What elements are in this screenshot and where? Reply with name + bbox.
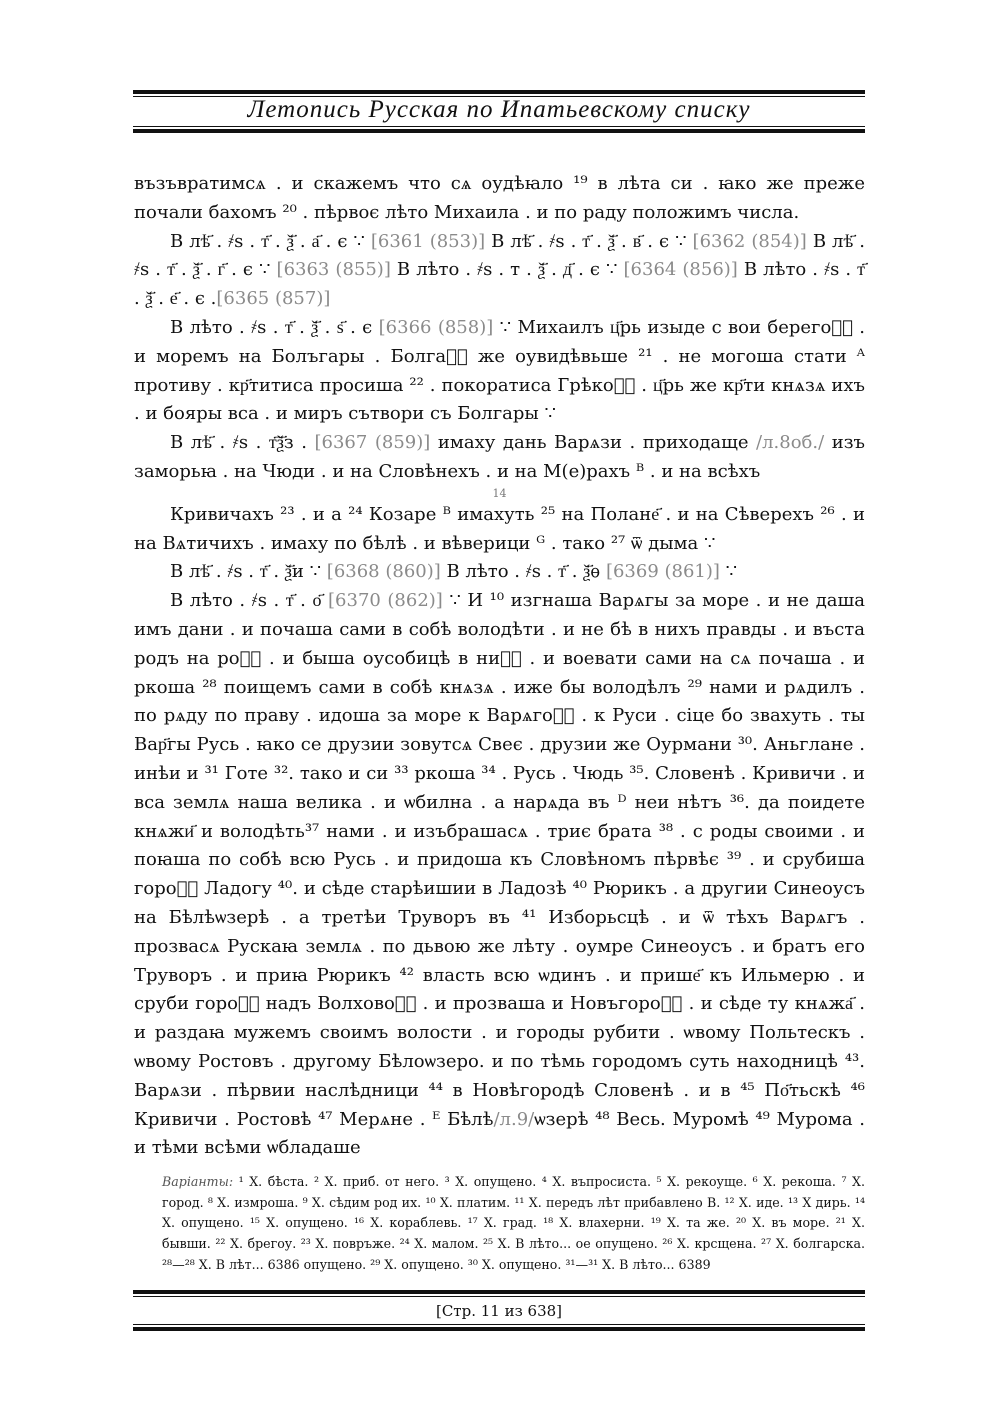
page-marker: 14 <box>492 486 507 500</box>
year-ref: [6365 (857)] <box>216 288 331 310</box>
year-ref: [6367 (859)] <box>314 432 431 454</box>
paragraph-6 <box>134 558 865 587</box>
year-ref: [6369 (861)] <box>605 561 720 583</box>
year-ref: [6361 (853)] <box>370 230 486 252</box>
year-ref: [6363 (855)] <box>276 259 391 281</box>
year-entry: В лѣто . ҂ѕ . т҃ . ѯ҃ . ѕ҃ . є <box>170 316 373 338</box>
year-entry: В лѣ҃ . ҂ѕ . т҃ . ѯ҃ . г҃ . є ∵ <box>134 230 865 281</box>
variants-footnotes <box>162 1172 865 1276</box>
year-entry: В лѣ҃ . ҂ѕ . т҃ . ѯ҃и ∵ <box>170 561 322 583</box>
folio-mark: /л.8об./ <box>756 432 825 454</box>
paragraph-text: ∵ Михаилъ ц҃рь изыде с вои берегоⷨ҇ . и моремъ на Болъгары . Болгаⷬ҇ же оувидѣвьше ²¹ . не могоша стати ᴬ противу . кр҃титиса просиша ²² . покоратиса Грѣкоⷨ҇ . ц҃рь же кр҃ти кнѧзѧ ихъ . и бояры вса . и миръ сътвори съ Болгары ∵ <box>134 316 865 425</box>
year-ref: [6364 (856)] <box>623 259 738 281</box>
paragraph-1: възъвратимсѧ . и скажемъ что сѧ оудѣꙗло ¹⁹ в лѣта си . ꙗко же преже почали бахомъ ²⁰ . пѣрвоє лѣто Михаила . и по раду положимъ числа. <box>134 173 865 223</box>
footer-bottom-rule <box>133 1327 865 1331</box>
year-entry: В лѣто . ҂ѕ . т҃ . ѯ҃ѳ <box>446 561 601 583</box>
variants-text: ¹ Х. бѣста. ² Х. приб. от него. ³ Х. опущено. ⁴ Х. въпросиста. ⁵ Х. рекоуще. ⁶ Х. рекоша. ⁷ Х. город. ⁸ Х. измроша. ⁹ Х. сѣдим род их. ¹⁰ Х. платим. ¹¹ Х. передъ лѣт прибавлено В. ¹² Х. иде. ¹³ Х дирь. ¹⁴ Х. опущено. ¹⁵ Х. опущено. ¹⁶ Х. кораблевь. ¹⁷ Х. град. ¹⁸ Х. влахерни. ¹⁹ Х. та же. ²⁰ Х. въ море. ²¹ Х. бывши. ²² Х. брегоу. ²³ Х. повръже. ²⁴ Х. малом. ²⁵ Х. В лѣто... ое опущено. ²⁶ Х. крсщена. ²⁷ Х. болгарска. ²⁸—²⁸ Х. В лѣт... 6386 опущено. ²⁹ Х. опущено. ³⁰ Х. опущено. ³¹—³¹ Х. В лѣто... 6389 <box>162 1174 865 1272</box>
header-bottom-rule <box>133 129 865 133</box>
year-entry: В лѣ҃ . ҂ѕ . т҃ . ѯ҃ . а҃ . є ∵ <box>170 230 365 252</box>
footer-top-rule <box>133 1290 865 1294</box>
year-ref: [6362 (854)] <box>692 230 807 252</box>
header-top-rule <box>133 90 865 94</box>
footer-top-thin-rule <box>133 1296 865 1297</box>
page-header-title: Летопись Русская по Ипатьевскому списку <box>247 96 751 123</box>
paragraph-4 <box>134 429 865 487</box>
paragraph-3 <box>134 314 865 429</box>
year-entry: В лѣто . ҂ѕ . т҃ . ѯ҃ . е҃ . є . <box>134 259 866 310</box>
chronicle-text <box>134 170 865 1163</box>
year-entry: В лѣто . ҂ѕ . т҃ . о҃ <box>170 590 322 612</box>
page-number: [Стр. 11 из 638] <box>435 1302 563 1320</box>
paragraph-text: ѡзерѣ ⁴⁸ Весь. Муромѣ ⁴⁹ Мурома . и тѣми всѣми ѡбладаше <box>134 1108 866 1159</box>
paragraph-5: Кривичахъ ²³ . и а ²⁴ Козаре ᴮ имахуть ²⁵ на Полане҃ . и на Сѣверехъ ²⁶ . и на Вѧтичихъ . имаху по бѣлѣ . и вѣверици ᴳ . тако ²⁷ ѿ дыма ∵ <box>134 503 865 554</box>
paragraph-text: имаху дань Варѧзи . приходаще <box>430 432 757 454</box>
variants-label: Варіанты: <box>162 1174 234 1189</box>
paragraph-text: ∵ И ¹⁰ изгнаша Варѧгы за море . и не даша имъ дани . и почаша сами в собѣ володѣти . и не бѣ в нихъ правды . и въста родъ на роⷣ҇ . и быша оусобицѣ в ниⷯ҇ . и воевати сами на сѧ почаша . и ркоша ²⁸ поищемъ сами в собѣ кнѧзѧ . иже бы володѣлъ ²⁹ нами и рѧдилъ . по рѧду по праву . идоша за море к Варѧгоⷨ҇ . к Руси . сіце бо звахуть . ты Вар҃гы Русь . ꙗко се друзии зовутсѧ Свеє . друзии же Оурмани ³⁰. Аньглане . инѣи и ³¹ Готе ³². тако и си ³³ ркоша ³⁴ . Русь . Чюдь ³⁵. Словенѣ . Кривичи . и вса землѧ наша велика . и ѡбилна . а нарѧда въ ᴰ неи нѣтъ ³⁶. да поидете кнѧжи҃ и володѣть³⁷ нами . и изъбрашасѧ . триє брата ³⁸ . с роды своими . и поꙗша по собѣ всю Русь . и придоша къ Словѣномъ пѣрвѣє ³⁹ . и срубиша гороⷣ҇ Ладогу ⁴⁰. и сѣде старѣишии в Ладозѣ ⁴⁰ Рюрикъ . а другии Синеоусъ на Бѣлѣѡзерѣ . а третѣи Труворъ въ ⁴¹ Изборьсцѣ . и ѿ тѣхъ Варѧгъ . прозвасѧ Рускаꙗ землѧ . по дьвою же лѣту . оумре Синеоусъ . и братъ его Труворъ . и приꙗ Рюрикъ ⁴² власть всю ѡдинъ . и прише҃ къ Ильмерю . и сруби гороⷣ҇ надъ Волховоⷨ҇ . и прозваша и Новъгороⷣ҇ . и сѣде ту кнѧжа҃ . и раздаꙗ мужемъ своимъ волости . и городы рубити . ѡвому Польтескъ . ѡвому Ростовъ . другому Бѣлоѡзеро. и по тѣмь городомъ суть находницѣ ⁴³. Варѧзи . пѣрвии наслѣдници ⁴⁴ в Новѣгородѣ Словенѣ . и в ⁴⁵ По҃тьскѣ ⁴⁶ Кривичи . Ростовѣ ⁴⁷ Мерѧне . ᴱ Бѣлѣ <box>134 590 865 1130</box>
folio-mark: /л.9/ <box>493 1108 535 1130</box>
separator: ∵ <box>725 561 738 583</box>
footer-bottom-thin-rule <box>133 1324 865 1325</box>
year-entry: В лѣ҃ . ҂ѕ . т҃ѯ҃з . <box>170 432 315 454</box>
year-ref: [6370 (862)] <box>328 590 443 612</box>
year-ref: [6368 (860)] <box>326 561 441 583</box>
year-entry: В лѣ҃ . ҂ѕ . т҃ . ѯ҃ . в҃ . є ∵ <box>491 230 687 252</box>
year-ref: [6366 (858)] <box>378 316 494 338</box>
header-bottom-thin-rule <box>133 126 865 127</box>
paragraph-7 <box>134 587 865 1163</box>
paragraph-2 <box>134 228 865 314</box>
year-entry: В лѣто . ҂ѕ . т . ѯ҃ . д҃ . є ∵ <box>396 259 618 281</box>
paragraph-text: изъ заморьꙗ . на Чюди . и на Словѣнехъ . и на М(е)рахъ ᴮ . и на всѣхъ <box>134 432 865 482</box>
